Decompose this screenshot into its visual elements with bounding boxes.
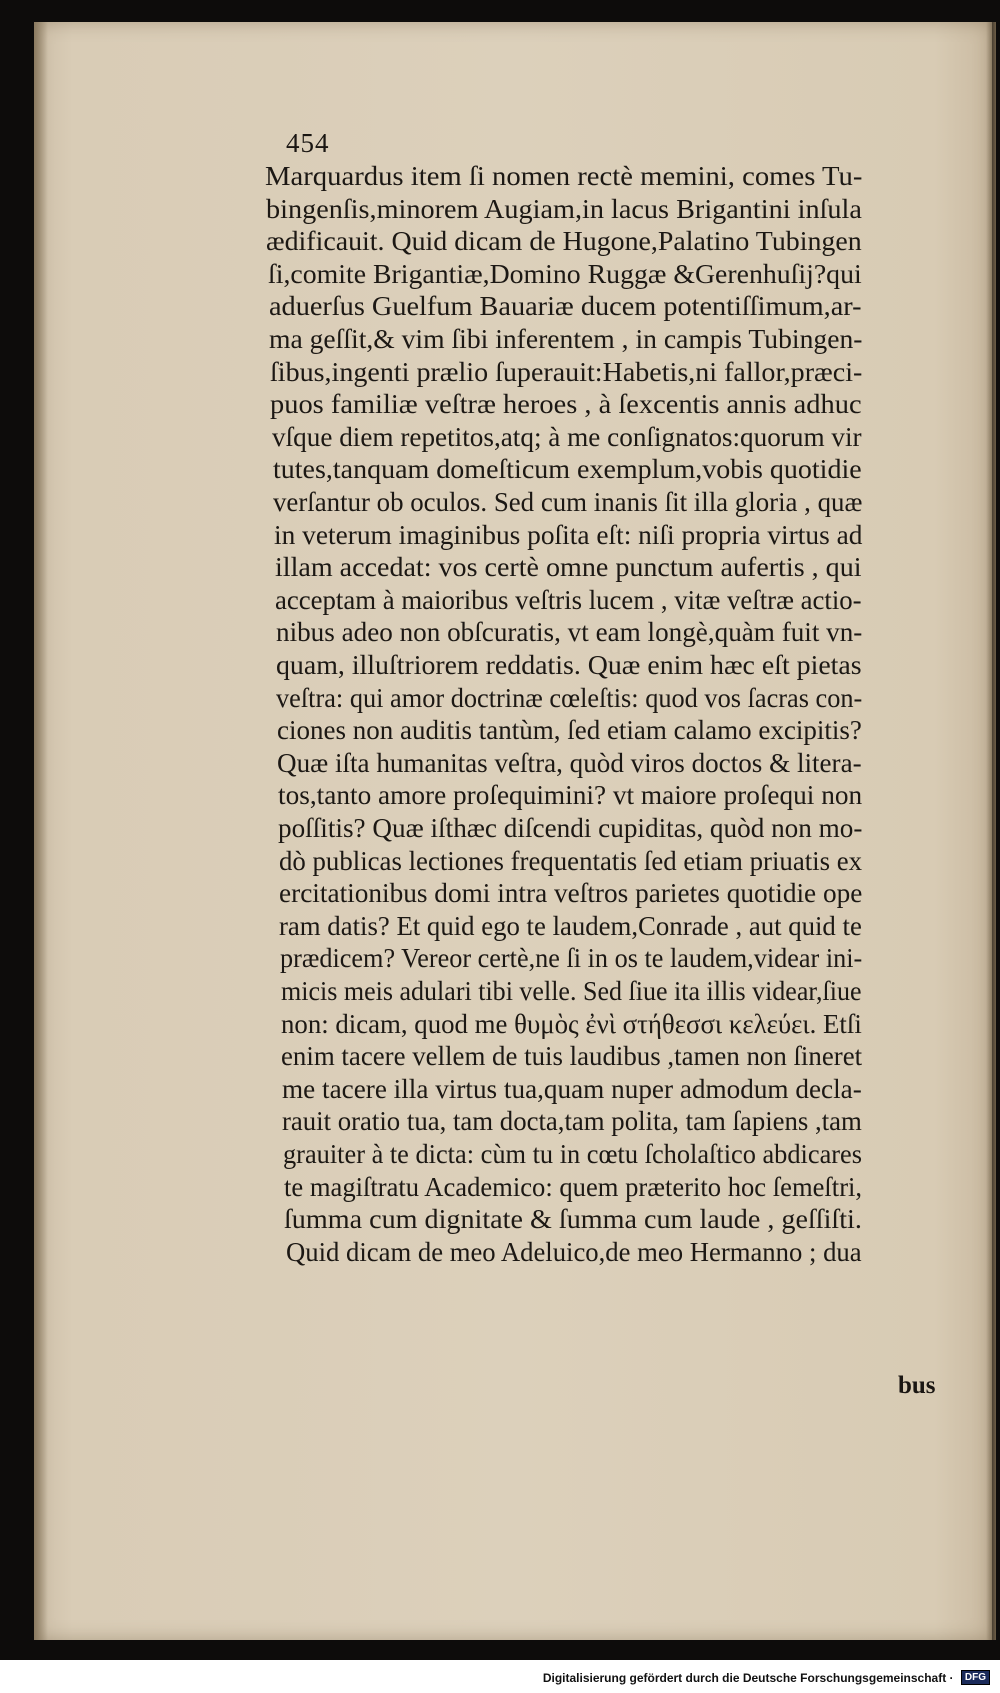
text-line: acceptam à maioribus veſtris lucem , vitæ veſtræ actio- bbox=[275, 584, 862, 615]
text-line: illam accedat: vos certè omne punctum aufertis , qui bbox=[275, 552, 862, 583]
dfg-logo: DFG bbox=[961, 1670, 990, 1685]
text-line: Quæ iſta humanitas veſtra, quòd viros doctos & litera- bbox=[277, 747, 862, 778]
text-line: tutes,tanquam domeſticum exemplum,vobis quotidie bbox=[273, 454, 862, 485]
text-line: enim tacere vellem de tuis laudibus ,tamen non ſineret bbox=[281, 1041, 863, 1072]
text-line: quam, illuſtriorem reddatis. Quæ enim hæc eſt pietas bbox=[276, 650, 862, 680]
text-line: te magiſtratu Academico: quem præterito hoc ſemeſtri, bbox=[284, 1171, 863, 1202]
text-line: verſantur ob oculos. Sed cum inanis ſit illa gloria , quæ bbox=[273, 487, 863, 517]
text-line: poſſitis? Quæ iſthæc diſcendi cupiditas, quòd non mo- bbox=[278, 813, 863, 843]
text-line: nibus adeo non obſcuratis, vt eam longè,quàm fuit vn- bbox=[276, 617, 863, 648]
page-number: 454 bbox=[286, 128, 330, 158]
text-line: prædicem? Vereor certè,ne ſi in os te laudem,videar ini- bbox=[280, 943, 863, 974]
text-line: veſtra: qui amor doctrinæ cœleſtis: quod vos ſacras con- bbox=[276, 682, 863, 713]
text-line: ma geſſit,& vim ſibi inferentem , in campis Tubingen- bbox=[269, 324, 863, 354]
text-line: Quid dicam de meo Adeluico,de meo Hermanno ; dua bbox=[286, 1236, 862, 1267]
text-line: ædificauit. Quid dicam de Hugone,Palatino Tubingen bbox=[266, 226, 862, 257]
text-line: in veterum imaginibus poſita eſt: niſi propria virtus ad bbox=[274, 519, 863, 550]
digitization-credit: Digitalisierung gefördert durch die Deutsche Forschungsgemeinschaft · bbox=[542, 1670, 954, 1685]
page-shadow-left bbox=[34, 22, 48, 1640]
text-line: Marquardus item ſi nomen rectè memini, comes Tu- bbox=[265, 161, 863, 191]
text-line: ſi,comite Brigantiæ,Domino Ruggæ &Gerenhuſij?qui bbox=[268, 258, 862, 289]
text-line: aduerſus Guelfum Bauariæ ducem potentiſſimum,ar- bbox=[269, 291, 862, 322]
footer bbox=[0, 1670, 990, 1690]
text-line: ſumma cum dignitate & ſumma cum laude , geſſiſti. bbox=[284, 1204, 862, 1235]
text-line: rauit oratio tua, tam docta,tam polita, tam ſapiens ,tam bbox=[282, 1106, 862, 1137]
text-line: ram datis? Et quid ego te laudem,Conrade , aut quid te bbox=[279, 910, 862, 941]
text-line: puos familiæ veſtræ heroes , à ſexcentis annis adhuc bbox=[270, 389, 862, 420]
text-line: non: dicam, quod me θυμὸς ἐνὶ στήθεσσι κελεύει. Etſi bbox=[281, 1008, 862, 1039]
text-line: vſque diem repetitos,atq; à me conſignatos:quorum vir bbox=[272, 421, 862, 452]
text-line: ſibus,ingenti prælio ſuperauit:Habetis,ni fallor,præci- bbox=[270, 356, 863, 387]
text-line: micis meis adulari tibi velle. Sed ſiue ita illis videar,ſiue bbox=[281, 976, 862, 1006]
text-line: tos,tanto amore proſequimini? vt maiore proſequi non bbox=[278, 780, 863, 811]
text-line: grauiter à te dicta: cùm tu in cœtu ſcholaſtico abdicares bbox=[283, 1139, 863, 1169]
catchword: bus bbox=[898, 1372, 936, 1399]
text-line: dò publicas lectiones frequentatis ſed etiam priuatis ex bbox=[279, 845, 863, 876]
text-line: me tacere illa virtus tua,quam nuper admodum decla- bbox=[282, 1073, 862, 1104]
text-line: bingenſis,minorem Augiam,in lacus Brigantini inſula bbox=[266, 193, 862, 224]
text-line: ciones non auditis tantùm, ſed etiam calamo excipitis? bbox=[277, 715, 862, 746]
page-shadow-right bbox=[986, 22, 996, 1640]
text-line: ercitationibus domi intra veſtros parietes quotidie ope bbox=[279, 878, 863, 909]
